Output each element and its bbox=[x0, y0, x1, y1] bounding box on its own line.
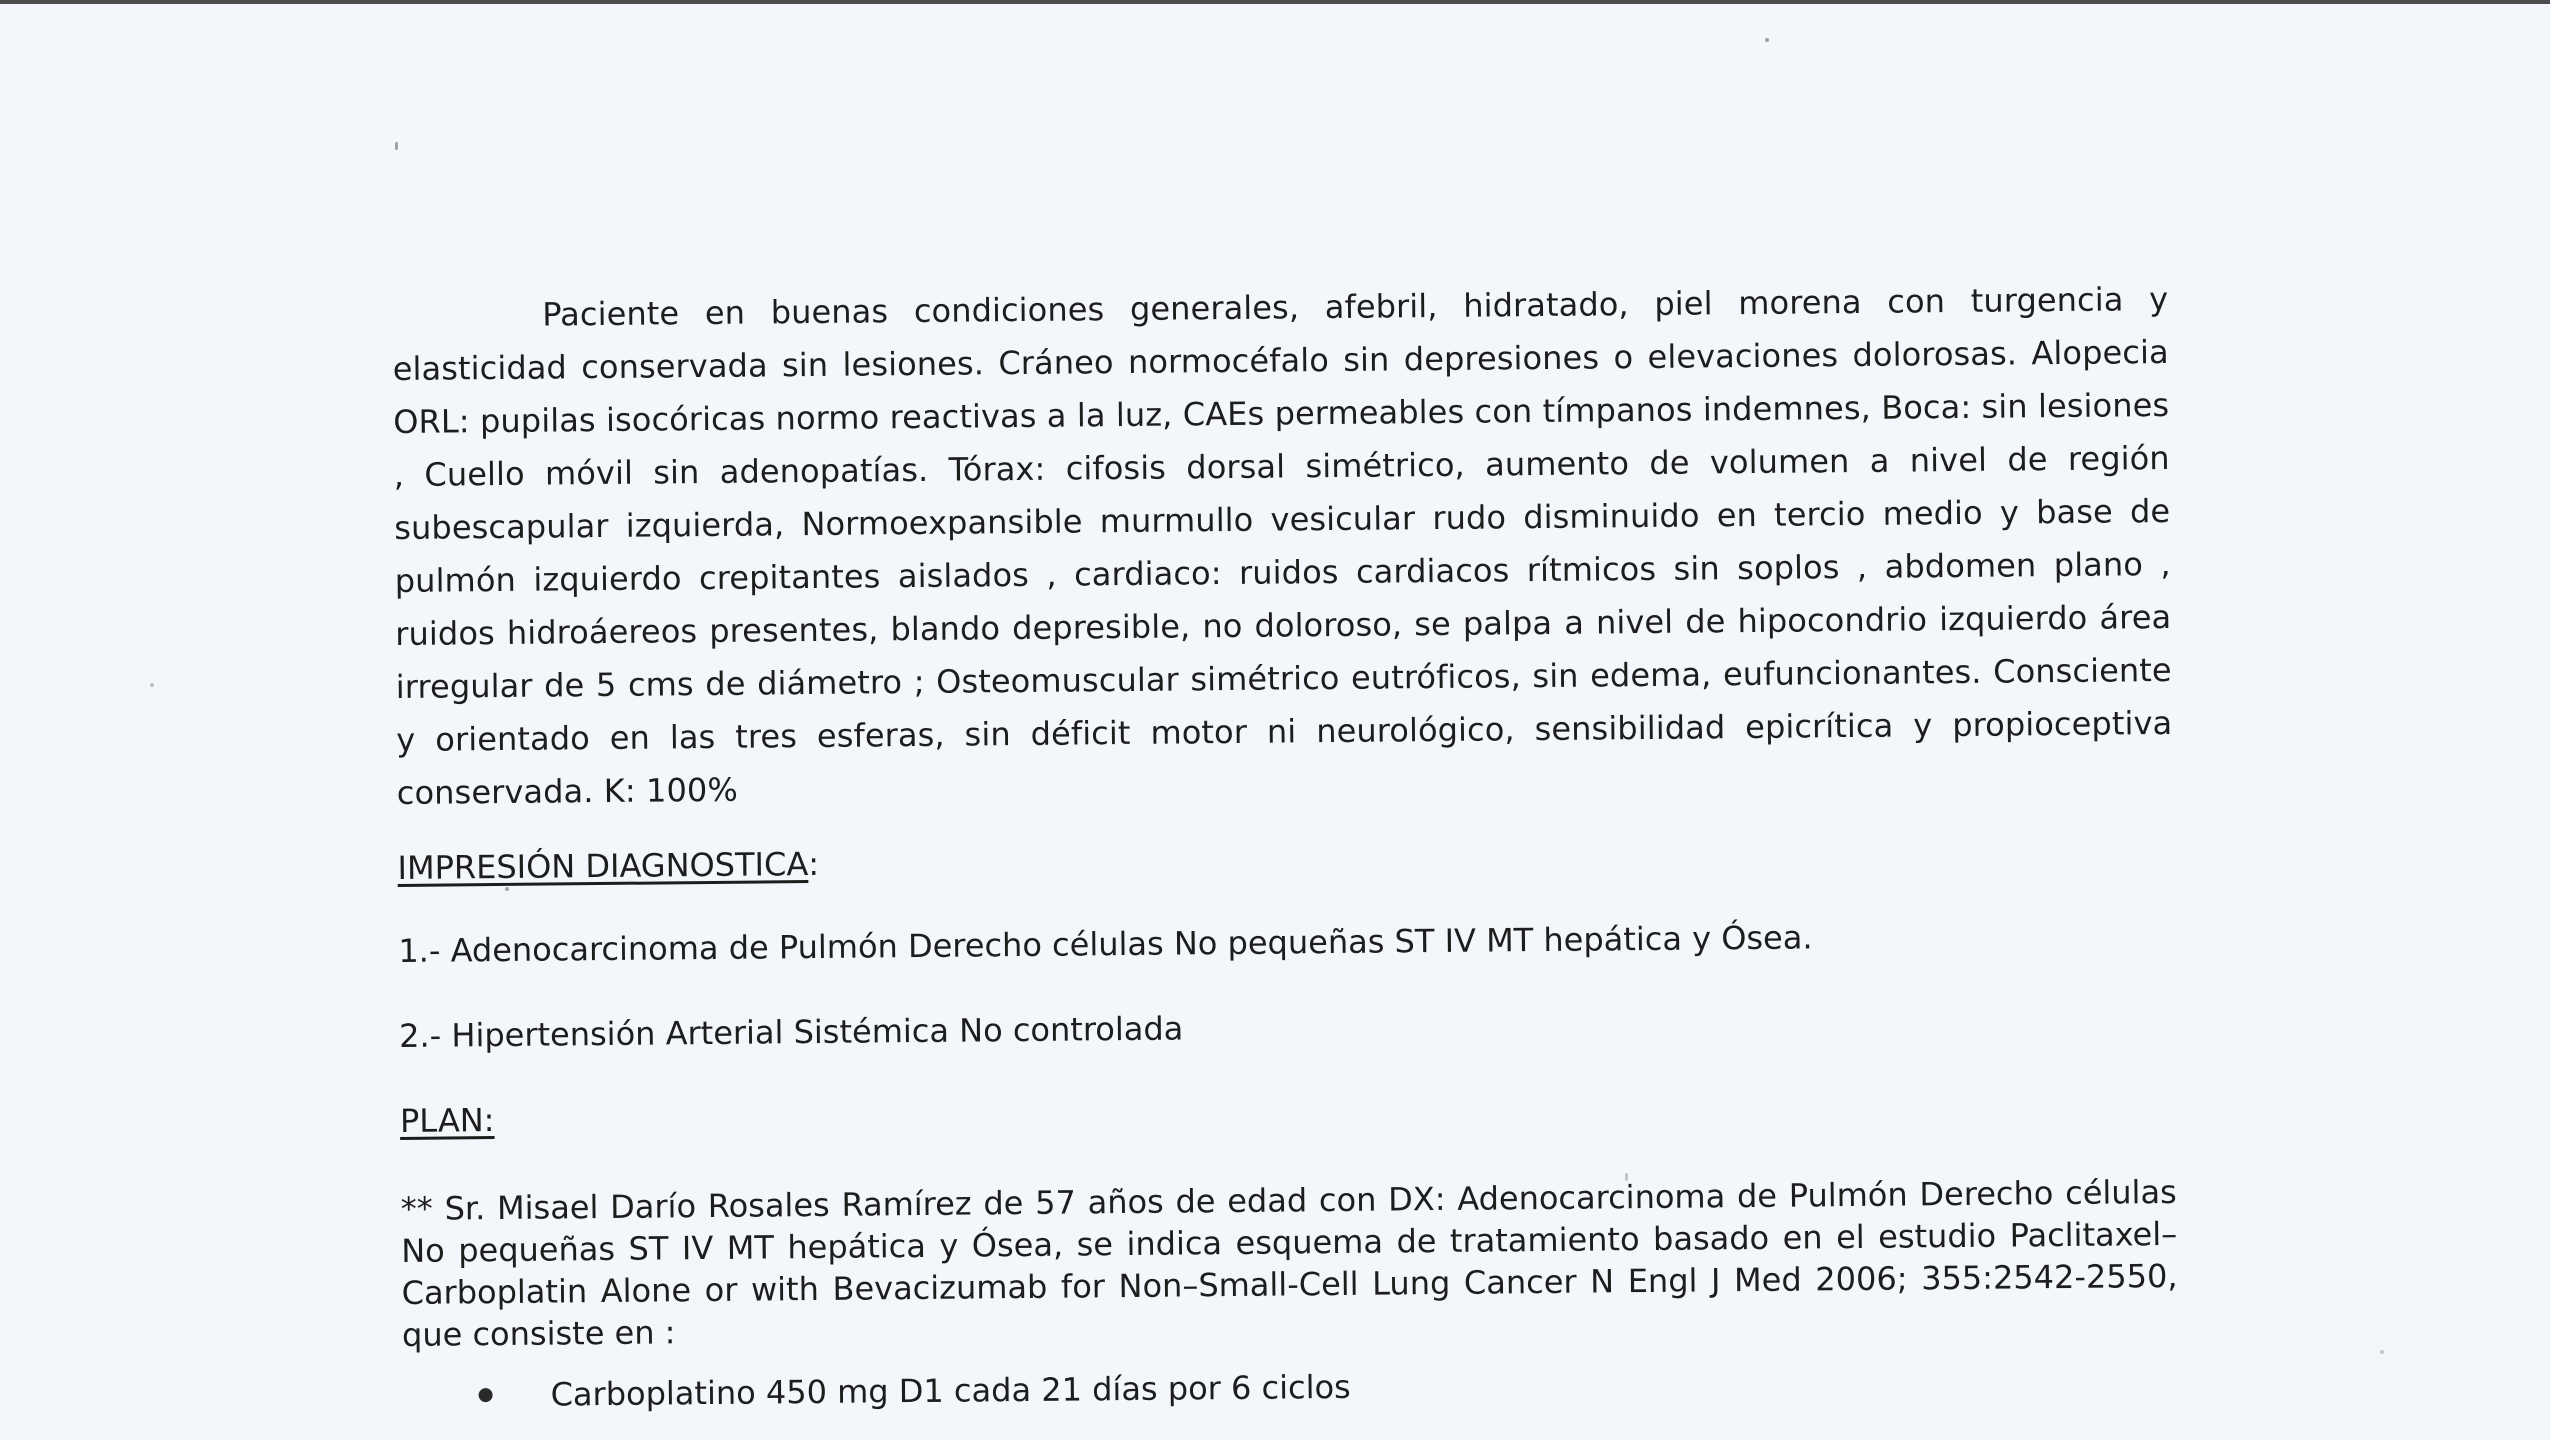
document-body bbox=[392, 273, 2179, 1422]
regimen-item bbox=[402, 1353, 2178, 1422]
diagnosis-item: 1.- Adenocarcinoma de Pulmón Derecho células No pequeñas ST IV MT hepática y Ósea. bbox=[398, 918, 1813, 970]
diagnosis-item: 2.- Hipertensión Arterial Sistémica No controlada bbox=[398, 1009, 1184, 1055]
physical-exam-paragraph: Paciente en buenas condiciones generales, afebril, hidratado, piel morena con turgencia y elasticidad conservada sin lesiones. Cráneo normocéfalo sin depresiones o elevaciones dolorosas. Alopecia ORL: pupilas isocóricas normo reactivas a la luz, CAEs permeables con tímpanos indemnes, Boca: sin lesiones , Cuello móvil sin adenopatías. Tórax: cifosis dorsal simétrico, aumento de volumen a nivel de región subescapular izquierda, Normoexpansible murmullo vesicular rudo disminuido en tercio medio y base de pulmón izquierdo crepitantes aislados , cardiaco: ruidos cardiacos rítmicos sin soplos , abdomen plano , ruidos hidroáereos presentes, blando depresible, no doloroso, se palpa a nivel de hipocondrio izquierdo área irregular de 5 cms de diámetro ; Osteomuscular simétrico eutróficos, sin edema, eufuncionantes. Consciente y orientado en las tres esferas, sin déficit motor ni neurológico, sensibilidad epicrítica y propioceptiva conservada. K: 100% bbox=[392, 279, 2173, 812]
regimen-item-text: Carboplatino 450 mg D1 cada 21 días por 6 ciclos bbox=[550, 1367, 1351, 1414]
bullet-icon bbox=[479, 1388, 493, 1402]
scan-speck bbox=[150, 683, 154, 687]
scan-speck bbox=[1765, 38, 1769, 42]
diagnosis-heading bbox=[397, 825, 2173, 895]
scan-speck bbox=[395, 142, 398, 150]
diagnosis-heading-text: IMPRESIÓN DIAGNOSTICA bbox=[397, 845, 809, 887]
plan-heading: PLAN: bbox=[399, 1101, 495, 1140]
diagnosis-heading-colon: : bbox=[808, 844, 820, 884]
scan-speck bbox=[2380, 1350, 2384, 1354]
plan-paragraph: ** Sr. Misael Darío Rosales Ramírez de 57 años de edad con DX: Adenocarcinoma de Pulmón Derecho células No pequeñas ST IV MT hepática y Ósea, se indica esquema de tratamiento basado en el estudio Paclitaxel–Carboplatin Alone or with Bevacizumab for Non–Small-Cell Lung Cancer N Engl J Med 2006; 355:2542-2550, que consiste en : bbox=[400, 1172, 2178, 1354]
treatment-regimen-list bbox=[402, 1353, 2178, 1422]
scan-top-edge bbox=[0, 0, 2550, 4]
